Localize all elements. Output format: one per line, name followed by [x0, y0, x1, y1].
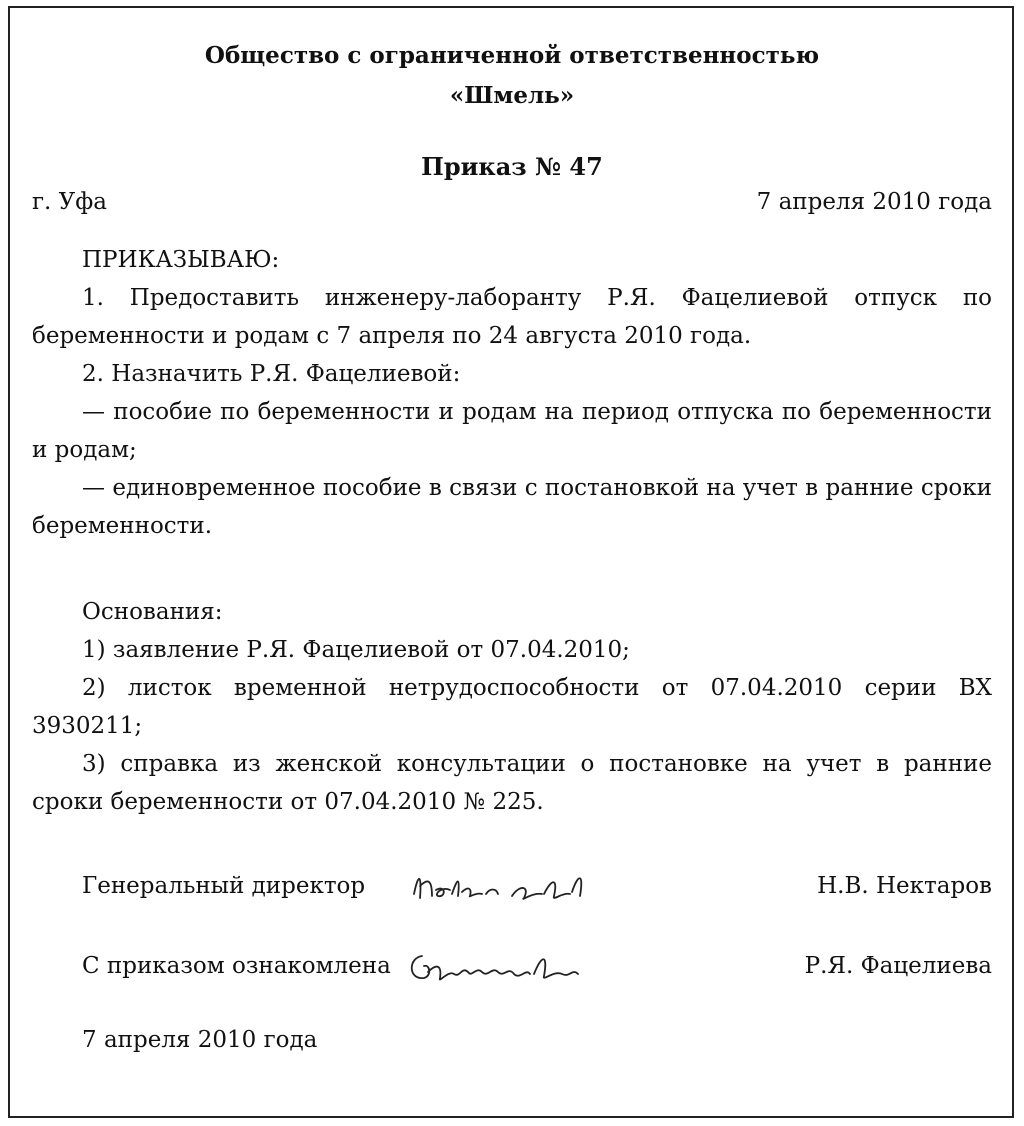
order-body — [32, 241, 992, 545]
ground-1: 1) заявление Р.Я. Фацелиевой от 07.04.2010; — [82, 637, 630, 663]
acknowledged-signature — [402, 944, 805, 988]
document-frame — [8, 6, 1014, 1118]
order-item-1: 1. Предоставить инженеру-лаборанту Р.Я. Фацелиевой отпуск по беременности и родам с 7 апреля по 24 августа 2010 года. — [32, 285, 992, 349]
acknowledgement-signature-row — [32, 941, 992, 991]
order-title: Приказ № 47 — [421, 152, 603, 181]
grounds-heading: Основания: — [82, 599, 223, 625]
order-word: ПРИКАЗЫВАЮ: — [82, 247, 280, 273]
director-name: Н.В. Нектаров — [817, 873, 992, 899]
signatures-section — [32, 861, 992, 1059]
footer-date: 7 апреля 2010 года — [82, 1027, 318, 1053]
grounds-section — [32, 593, 992, 821]
director-signature — [402, 864, 817, 908]
city: г. Уфа — [32, 189, 108, 215]
order-date: 7 апреля 2010 года — [756, 189, 992, 215]
order-item-2: 2. Назначить Р.Я. Фацелиевой: — [82, 361, 461, 387]
org-line-2: «Шмель» — [449, 82, 575, 109]
order-item-2a: — пособие по беременности и родам на период отпуска по беременности и родам; — [32, 399, 992, 463]
order-item-2b: — единовременное пособие в связи с постановкой на учет в ранние сроки беременности. — [32, 475, 992, 539]
acknowledged-role: С приказом ознакомлена — [82, 953, 391, 979]
ground-2: 2) листок временной нетрудоспособности от 07.04.2010 серии ВХ 3930211; — [32, 675, 992, 739]
place-date-row — [32, 189, 992, 215]
acknowledged-name: Р.Я. Фацелиева — [804, 953, 992, 979]
org-line-1: Общество с ограниченной ответственностью — [204, 42, 820, 69]
ground-3: 3) справка из женской консультации о постановке на учет в ранние сроки беременности от 07.04.2010 № 225. — [32, 751, 992, 815]
organization-name — [32, 36, 992, 116]
director-role: Генеральный директор — [82, 873, 366, 899]
order-document — [32, 36, 992, 1059]
director-signature-row — [32, 861, 992, 911]
